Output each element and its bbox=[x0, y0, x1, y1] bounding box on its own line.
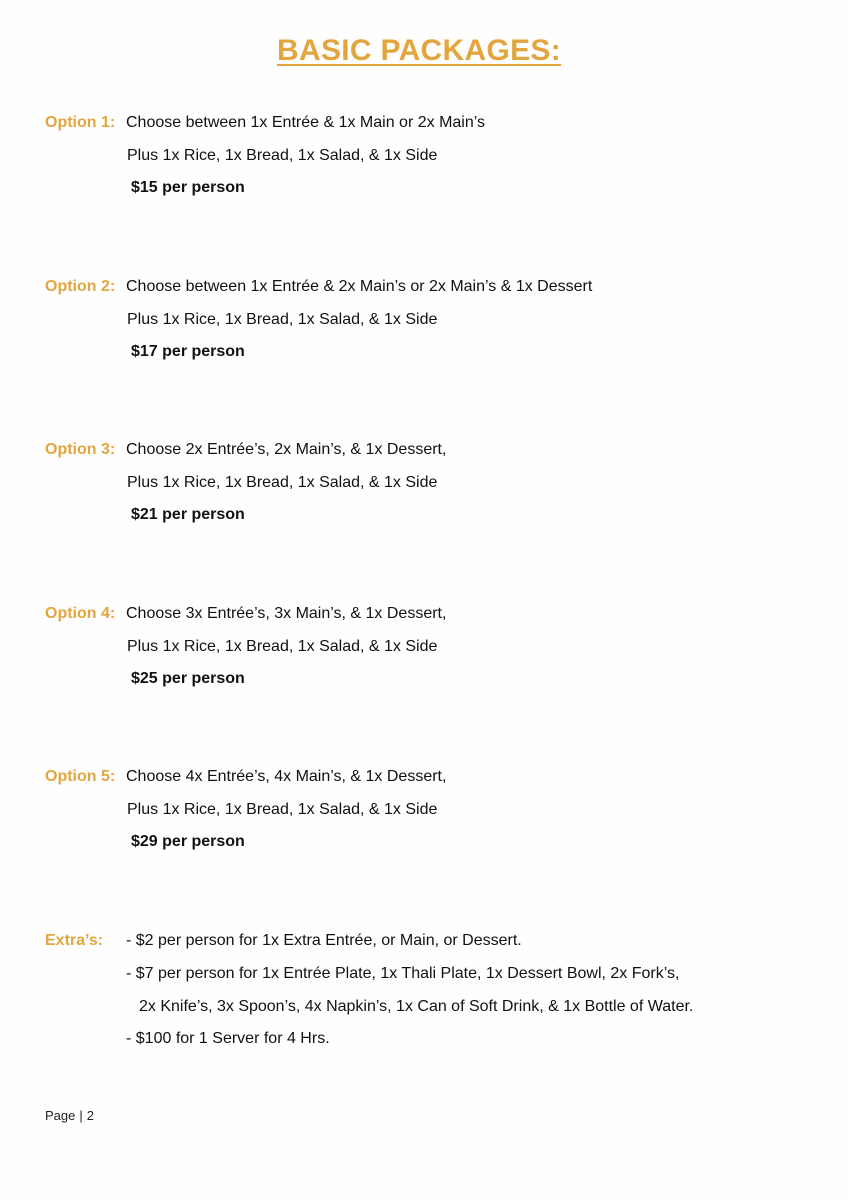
option-includes: Plus 1x Rice, 1x Bread, 1x Salad, & 1x Side bbox=[127, 801, 438, 818]
option-price: $15 per person bbox=[131, 179, 245, 196]
page-word: Page bbox=[45, 1108, 76, 1123]
page-number: 2 bbox=[86, 1108, 94, 1123]
option-price: $21 per person bbox=[131, 506, 245, 523]
page-separator: | bbox=[79, 1108, 83, 1123]
option-price: $29 per person bbox=[131, 833, 245, 850]
option-label: Option 3: bbox=[45, 441, 116, 458]
option-includes: Plus 1x Rice, 1x Bread, 1x Salad, & 1x Side bbox=[127, 147, 438, 164]
extra-item: - $7 per person for 1x Entrée Plate, 1x Thali Plate, 1x Dessert Bowl, 2x Fork’s, bbox=[126, 965, 680, 982]
option-includes: Plus 1x Rice, 1x Bread, 1x Salad, & 1x Side bbox=[127, 474, 438, 491]
page-footer bbox=[45, 1108, 94, 1123]
extras-label: Extra’s: bbox=[45, 932, 104, 949]
option-description: Choose between 1x Entrée & 2x Main’s or 2x Main’s & 1x Dessert bbox=[126, 278, 593, 295]
option-includes: Plus 1x Rice, 1x Bread, 1x Salad, & 1x Side bbox=[127, 311, 438, 328]
option-includes: Plus 1x Rice, 1x Bread, 1x Salad, & 1x Side bbox=[127, 638, 438, 655]
page-title: BASIC PACKAGES: bbox=[277, 34, 561, 67]
extra-item: - $2 per person for 1x Extra Entrée, or Main, or Dessert. bbox=[126, 932, 522, 949]
option-label: Option 4: bbox=[45, 605, 116, 622]
option-label: Option 5: bbox=[45, 768, 116, 785]
option-price: $25 per person bbox=[131, 670, 245, 687]
option-price: $17 per person bbox=[131, 343, 245, 360]
extra-item-continued: 2x Knife’s, 3x Spoon’s, 4x Napkin’s, 1x Can of Soft Drink, & 1x Bottle of Water. bbox=[139, 998, 694, 1015]
option-description: Choose between 1x Entrée & 1x Main or 2x Main’s bbox=[126, 114, 486, 131]
option-label: Option 2: bbox=[45, 278, 116, 295]
option-label: Option 1: bbox=[45, 114, 116, 131]
option-description: Choose 3x Entrée’s, 3x Main’s, & 1x Dessert, bbox=[126, 605, 447, 622]
option-description: Choose 2x Entrée’s, 2x Main’s, & 1x Dessert, bbox=[126, 441, 447, 458]
extra-item: - $100 for 1 Server for 4 Hrs. bbox=[126, 1030, 330, 1047]
option-description: Choose 4x Entrée’s, 4x Main’s, & 1x Dessert, bbox=[126, 768, 447, 785]
